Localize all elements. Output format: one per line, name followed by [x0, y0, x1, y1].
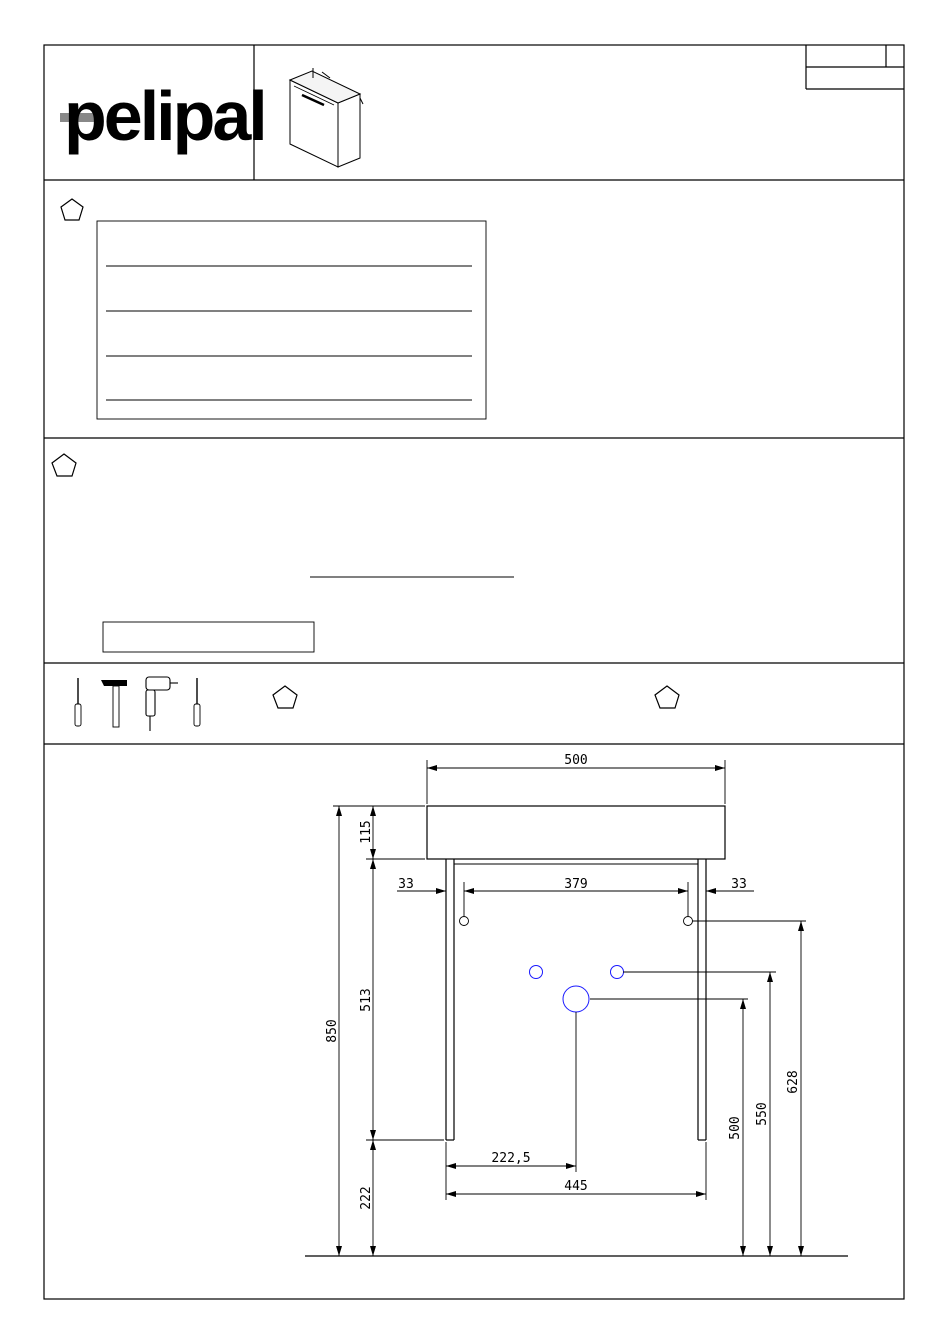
- product-thumbnail: [290, 68, 363, 167]
- screwdriver-icon: [194, 678, 200, 726]
- mounting-hole: [684, 917, 693, 926]
- drill-icon: [146, 677, 178, 731]
- dim-side-right: 33: [731, 877, 747, 892]
- page-frame: [44, 45, 904, 1299]
- dim-floor-clearance: 222: [359, 1186, 374, 1210]
- hammer-icon: [101, 680, 127, 727]
- pelipal-logo: [60, 77, 265, 155]
- dim-cabinet-height: 513: [359, 988, 374, 1012]
- dim-drain-height: 500: [728, 1116, 743, 1140]
- step-pentagon-notes: [52, 454, 76, 476]
- step-pentagon-tools: [273, 686, 297, 708]
- screwdriver-icon: [75, 678, 81, 726]
- dim-mount-height: 628: [786, 1070, 801, 1094]
- drain-pipe: [563, 986, 589, 1012]
- step-pentagon-assembly: [655, 686, 679, 708]
- dim-top-height: 115: [359, 820, 374, 844]
- mounting-hole: [460, 917, 469, 926]
- parts-list-box: [97, 221, 486, 419]
- notes-box: [103, 622, 314, 652]
- step-pentagon-parts: [61, 199, 83, 220]
- dim-supply-height: 550: [755, 1102, 770, 1126]
- dim-inner-width: 379: [564, 877, 588, 892]
- supply-pipe: [611, 966, 624, 979]
- dim-leg-span: 445: [564, 1179, 588, 1194]
- logo-wordmark: pelipal: [64, 77, 265, 155]
- revision-box: [806, 45, 904, 89]
- basin-top: [427, 806, 725, 859]
- dim-total-height: 850: [325, 1019, 340, 1043]
- supply-pipe: [530, 966, 543, 979]
- dim-half-width: 222,5: [491, 1151, 531, 1166]
- dim-overall-width: 500: [564, 753, 588, 768]
- dim-side-left: 33: [398, 877, 414, 892]
